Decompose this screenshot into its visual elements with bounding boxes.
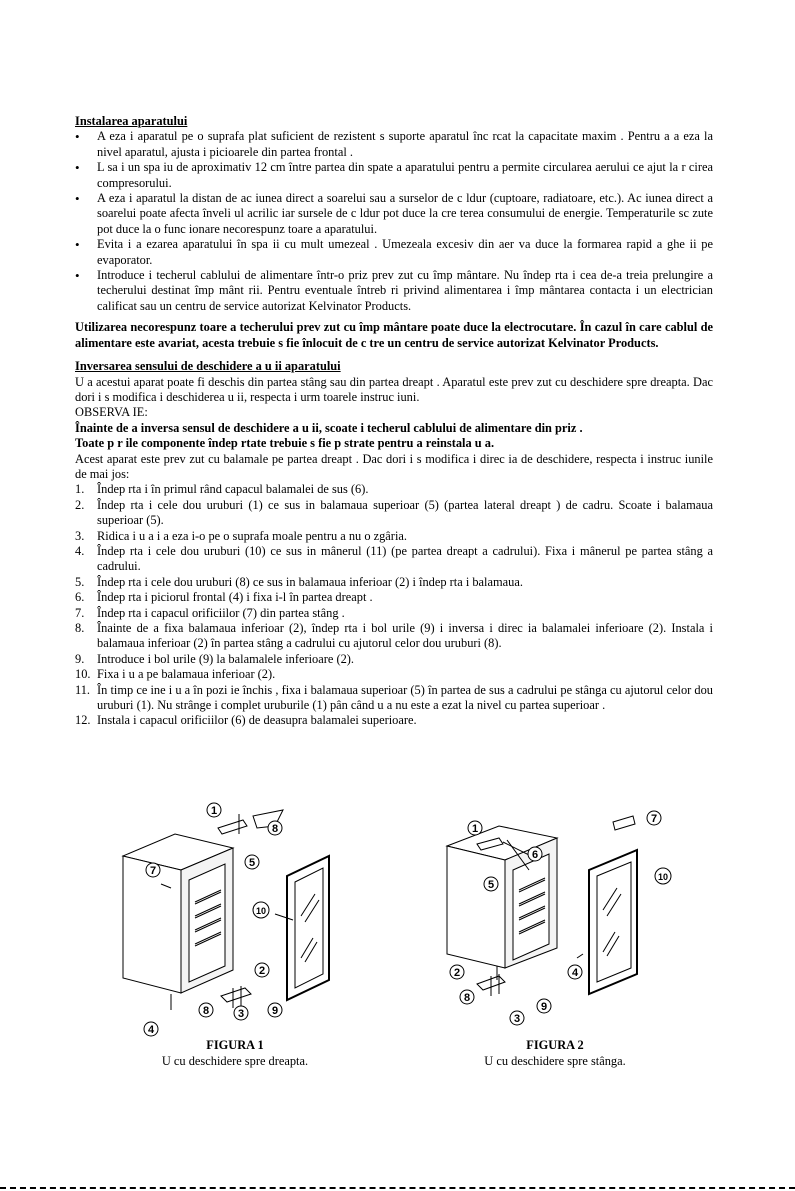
figure-2 bbox=[395, 798, 715, 1073]
page-bottom-divider bbox=[0, 1187, 795, 1189]
callout-1 bbox=[468, 821, 482, 835]
step-number: 11. bbox=[75, 682, 91, 697]
step-text: Îndep rta i piciorul frontal (4) i fixa i-l în partea dreapt . bbox=[97, 590, 373, 605]
callout-text: 10 bbox=[657, 872, 669, 882]
callout-text: 7 bbox=[149, 865, 157, 877]
step-number: 9. bbox=[75, 651, 85, 666]
callout-3 bbox=[234, 1006, 248, 1020]
install-heading: Instalarea aparatului bbox=[75, 114, 188, 128]
step-item bbox=[75, 575, 713, 590]
note-warning-2: Toate p r ile componente îndep rtate trebuie s fie p strate pentru a reinstala u a. bbox=[75, 436, 495, 451]
callout-8 bbox=[268, 821, 282, 835]
step-number: 8. bbox=[75, 621, 85, 635]
step-number: 7. bbox=[75, 605, 85, 620]
step-number: 5. bbox=[75, 574, 85, 589]
step-number: 10. bbox=[75, 667, 91, 682]
figure-1 bbox=[75, 798, 395, 1073]
callout-text: 3 bbox=[513, 1013, 521, 1025]
step-text: Îndep rta i cele dou uruburi (8) ce sus in balamaua inferioar (2) i îndep rta i balamaua. bbox=[97, 574, 523, 589]
step-text: Fixa i u a pe balamaua inferioar (2). bbox=[97, 667, 276, 682]
install-bullet: • Introduce i techerul cablului de alimentare într-o priz prev zut cu împ mântare. Nu îndep rta i cea de-a treia prelungire a techerului destinat împ mânt rii. Pentru eventuale întreb ri privind alimentarea i împ mântarea contacta i un electrician calificat sau un centru de service autorizat Kelvinator Products. bbox=[75, 268, 713, 314]
reverse-heading: Inversarea sensului de deschidere a u ii aparatului bbox=[75, 359, 341, 374]
note-warning-1: Înainte de a inversa sensul de deschidere a u ii, scoate i techerul cablului de alimentare din priz . bbox=[75, 420, 583, 435]
step-text: Îndep rta i cele dou uruburi (10) ce sus in mânerul (11) (pe partea dreapt a cadrului). Fixa i mânerul pe partea stâng a cadrului. bbox=[97, 543, 713, 574]
callout-text: 8 bbox=[463, 992, 471, 1004]
step-item bbox=[75, 590, 713, 605]
step-number: 4. bbox=[75, 543, 85, 558]
step-item bbox=[75, 621, 713, 652]
callout-text: 9 bbox=[540, 1001, 548, 1013]
step-text: Îndep rta i capacul orificiilor (7) din partea stâng . bbox=[97, 605, 345, 620]
step-item bbox=[75, 652, 713, 667]
install-bullet: • L sa i un spa iu de aproximativ 12 cm între partea din spate a aparatului pentru a permite circularea aerului ce ajut la r cirea compresorului. bbox=[75, 160, 713, 191]
callout-text: 8 bbox=[202, 1005, 210, 1017]
step-item bbox=[75, 713, 713, 728]
callout-text: 10 bbox=[255, 906, 267, 916]
step-item bbox=[75, 544, 713, 575]
callout-6 bbox=[528, 847, 542, 861]
callout-10 bbox=[655, 868, 671, 884]
callout-5 bbox=[484, 877, 498, 891]
callout-1 bbox=[207, 803, 221, 817]
callout-text: 4 bbox=[147, 1024, 155, 1036]
callout-10 bbox=[253, 902, 269, 918]
callout-5 bbox=[245, 855, 259, 869]
step-number: 12. bbox=[75, 713, 91, 728]
install-bullet: • A eza i aparatul pe o suprafa plat suficient de rezistent s suporte aparatul înc rcat la capacitate maxim . Pentru a a eza la nivel aparatul, ajusta i picioarele din partea frontal . bbox=[75, 129, 713, 160]
install-bullets bbox=[75, 129, 713, 314]
figure-2-caption: U cu deschidere spre stânga. bbox=[484, 1054, 626, 1068]
callout-text: 5 bbox=[487, 879, 495, 891]
step-number: 2. bbox=[75, 497, 85, 512]
install-bullet: • A eza i aparatul la distan de ac iunea direct a soarelui sau a surselor de c ldur (cuptoare, radiatoare, etc.). Ac iunea direct a soarelui poate afecta înveli ul acrilic iar sursele de c ldur pot duce la cre terea consumului de energie. Temperaturile sc zute pot duce la o func ionare necorespunz toare a aparatului. bbox=[75, 191, 713, 237]
callout-4 bbox=[144, 1022, 158, 1036]
step-text: Instala i capacul orificiilor (6) de deasupra balamalei superioare. bbox=[97, 713, 417, 728]
instructions-text bbox=[75, 114, 713, 729]
figure-1-title: FIGURA 1 bbox=[206, 1038, 264, 1052]
step-text: Îndep rta i în primul rând capacul balamalei de sus (6). bbox=[97, 482, 369, 497]
callout-3 bbox=[510, 1011, 524, 1025]
figure-2-illustration bbox=[395, 798, 715, 1038]
step-item bbox=[75, 482, 713, 497]
install-bullet: • Evita i a ezarea aparatului în spa ii cu mult umezeal . Umezeala excesiv din aer va duce la formarea rapid a ghe ii pe evaporator. bbox=[75, 237, 713, 268]
callout-text: 6 bbox=[531, 849, 539, 861]
reverse-intro: U a acestui aparat poate fi deschis din partea stâng sau din partea dreapt . Aparatul este prev zut cu deschidere spre dreapta. Dac dori i s modifica i deschiderea u ii, respecta i urm toarele instruc iuni. bbox=[75, 374, 713, 404]
figure-1-caption: U cu deschidere spre dreapta. bbox=[161, 1054, 309, 1068]
callout-9 bbox=[268, 1003, 282, 1017]
callout-text: 1 bbox=[210, 805, 218, 817]
step-text: Înainte de a fixa balamaua inferioar (2), îndep rta i bol urile (9) i inversa i direc ia balamalei inferioare (2). Instala i balamaua inferioar (2) în partea stâng a cadrului cu ajutorul celor dou uruburi (8). bbox=[97, 621, 713, 651]
note-label: OBSERVA IE: bbox=[75, 405, 148, 420]
figure-2-title: FIGURA 2 bbox=[526, 1038, 584, 1052]
step-text: Îndep rta i cele dou uruburi (1) ce sus in balamaua superioar (5) (partea lateral dreapt ) de cadru. Scoate i balamaua superioar (5). bbox=[97, 497, 713, 528]
step-text: Introduce i bol urile (9) la balamalele inferioare (2). bbox=[97, 651, 354, 666]
callout-text: 1 bbox=[471, 823, 479, 835]
callout-text: 8 bbox=[271, 823, 279, 835]
callout-2 bbox=[450, 965, 464, 979]
step-item bbox=[75, 606, 713, 621]
callout-9 bbox=[537, 999, 551, 1013]
step-item bbox=[75, 667, 713, 682]
callout-8b bbox=[199, 1003, 213, 1017]
callout-7 bbox=[146, 863, 160, 877]
callout-text: 3 bbox=[237, 1008, 245, 1020]
step-item bbox=[75, 529, 713, 544]
figure-1-illustration bbox=[75, 798, 395, 1038]
step-number: 3. bbox=[75, 528, 85, 543]
callout-text: 9 bbox=[271, 1005, 279, 1017]
electrical-warning: Utilizarea necorespunz toare a techerului prev zut cu împ mântare poate duce la electrocutare. În cazul în care cablul de alimentare este avariat, acesta trebuie s fie înlocuit de c tre un centru de service autorizat Kelvinator Products. bbox=[75, 320, 713, 350]
callout-text: 2 bbox=[258, 965, 266, 977]
step-item bbox=[75, 683, 713, 714]
callout-2 bbox=[255, 963, 269, 977]
step-text: Ridica i u a i a eza i-o pe o suprafa moale pentru a nu o zgâria. bbox=[97, 528, 407, 543]
figures-area bbox=[75, 798, 715, 1073]
callout-8 bbox=[460, 990, 474, 1004]
note-text: Acest aparat este prev zut cu balamale pe partea dreapt . Dac dori i s modifica i direc ia de deschidere, respecta i instruc iunile de mai jos: bbox=[75, 451, 713, 481]
callout-text: 5 bbox=[248, 857, 256, 869]
callout-text: 4 bbox=[571, 967, 579, 979]
step-number: 1. bbox=[75, 482, 85, 497]
callout-7 bbox=[647, 811, 661, 825]
steps-list bbox=[75, 482, 713, 729]
callout-text: 2 bbox=[453, 967, 461, 979]
step-number: 6. bbox=[75, 590, 85, 605]
step-text: În timp ce ine i u a în pozi ie închis , fixa i balamaua superioar (5) în partea de sus a cadrului pe stânga cu ajutorul celor dou uruburi (1). Nu strânge i complet uruburile (1) pân când u a nu este a ezat la nivel cu partea superioar . bbox=[97, 682, 713, 713]
callout-text: 7 bbox=[650, 813, 658, 825]
step-item bbox=[75, 498, 713, 529]
callout-4 bbox=[568, 965, 582, 979]
